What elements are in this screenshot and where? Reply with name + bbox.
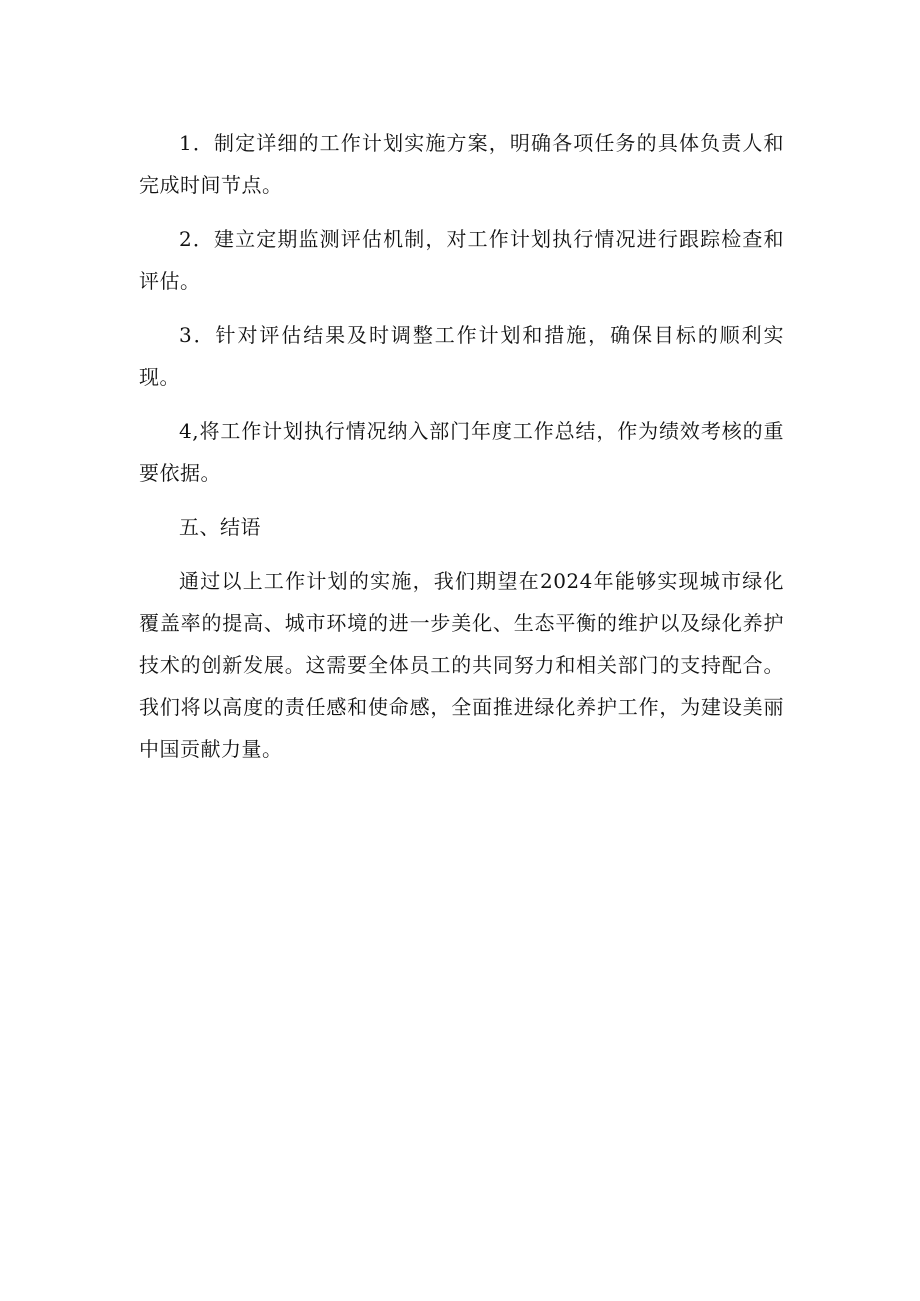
list-item-3: 3．针对评估结果及时调整工作计划和措施，确保目标的顺利实现。 [139,323,784,389]
list-item-4: 4,将工作计划执行情况纳入部门年度工作总结，作为绩效考核的重要依据。 [139,419,784,485]
list-item-1: 1．制定详细的工作计划实施方案，明确各项任务的具体负责人和完成时间节点。 [139,131,784,197]
document-body [139,122,784,782]
conclusion-paragraph: 通过以上工作计划的实施，我们期望在2024年能够实现城市绿化覆盖率的提高、城市环境的进一步美化、生态平衡的维护以及绿化养护技术的创新发展。这需要全体员工的共同努力和相关部门的支持配合。我们将以高度的责任感和使命感，全面推进绿化养护工作，为建设美丽中国贡献力量。 [139,569,784,761]
list-item-2: 2．建立定期监测评估机制，对工作计划执行情况进行跟踪检查和评估。 [139,227,784,293]
section-heading: 五、结语 [179,515,261,539]
